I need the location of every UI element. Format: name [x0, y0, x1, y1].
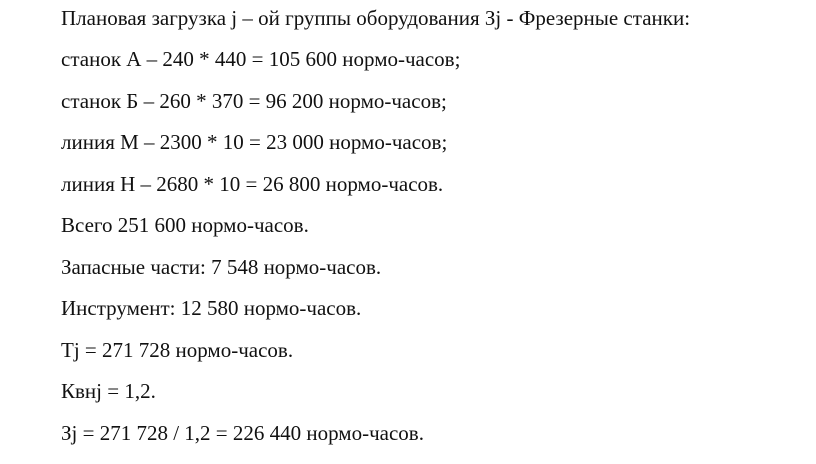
tools-line: Инструмент: 12 580 нормо-часов. — [61, 296, 362, 320]
zj-line: Зj = 271 728 / 1,2 = 226 440 нормо-часов. — [61, 421, 424, 445]
machine-a-line: станок А – 240 * 440 = 105 600 нормо-часов; — [61, 47, 461, 71]
line-m-line: линия М – 2300 * 10 = 23 000 нормо-часов; — [61, 130, 448, 154]
total-line: Всего 251 600 нормо-часов. — [61, 213, 309, 237]
heading-line: Плановая загрузка j – ой группы оборудования Зj - Фрезерные станки: — [61, 6, 691, 30]
machine-b-line: станок Б – 260 * 370 = 96 200 нормо-часов; — [61, 89, 447, 113]
spare-parts-line: Запасные части: 7 548 нормо-часов. — [61, 255, 382, 279]
tj-line: Тj = 271 728 нормо-часов. — [61, 338, 294, 362]
kvnj-line: Квнj = 1,2. — [61, 379, 156, 403]
line-n-line: линия Н – 2680 * 10 = 26 800 нормо-часов. — [61, 172, 444, 196]
